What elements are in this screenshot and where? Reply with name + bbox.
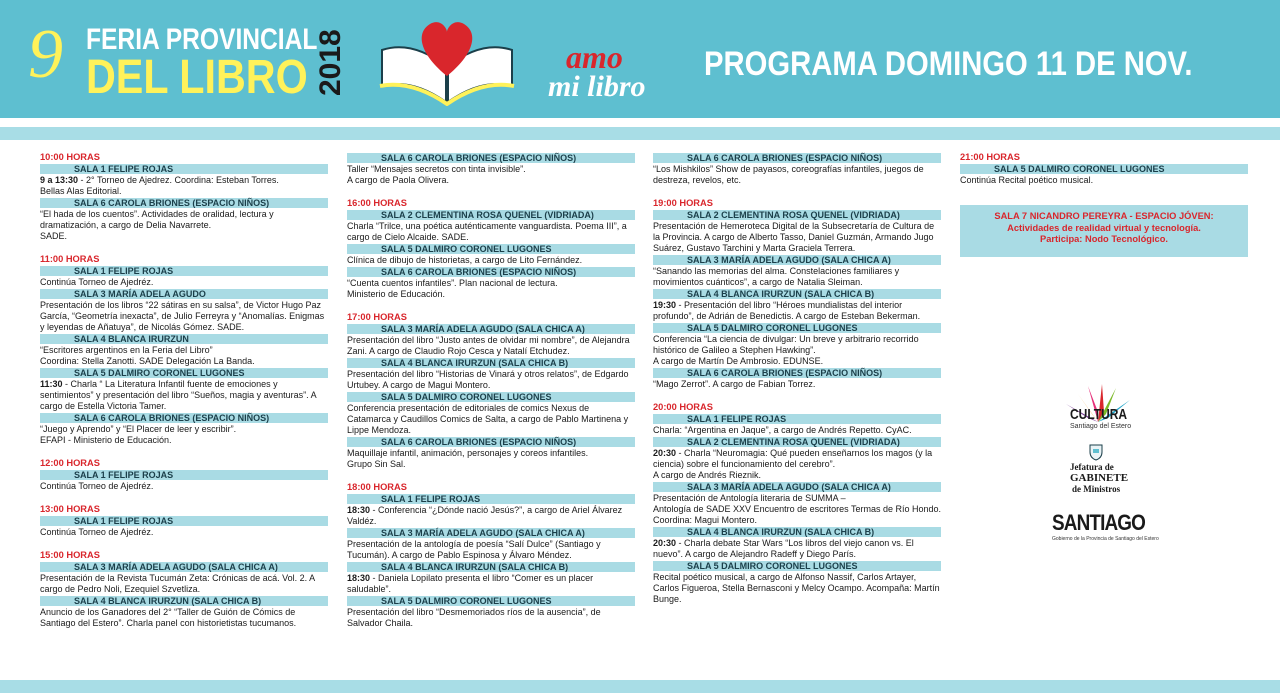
book-heart-icon xyxy=(372,14,522,106)
activity-description: “El hada de los cuentos”. Actividades de oralidad, lectura y dramatización, a cargo de Delia Navarrete. xyxy=(40,209,274,230)
activity-description: A cargo de Martín De Ambrosio. EDUNSE. xyxy=(653,356,824,366)
room-name: SALA 3 MARÍA ADELA AGUDO (SALA CHICA A) xyxy=(40,562,328,572)
activity-description: Taller “Mensajes secretos con tinta invisible”. xyxy=(347,164,526,174)
program-title: PROGRAMA DOMINGO 11 DE NOV. xyxy=(704,45,1193,83)
activity-description: “Los Mishkilos” Show de payasos, coreografías infantiles, juegos de destreza, revelos, etc. xyxy=(653,164,924,185)
activity-description xyxy=(653,300,941,322)
room-name: SALA 4 BLANCA IRURZUN xyxy=(40,334,328,344)
time-heading: 11:00 HORAS xyxy=(40,254,100,264)
activity-description: Recital poético musical, a cargo de Alfonso Nassif, Carlos Artayer, Carlos Figueroa, Stella Bernasconi y Melcy Ocampo. Acompaña: Martín Bunge. xyxy=(653,572,940,604)
room-name: SALA 2 CLEMENTINA ROSA QUENEL (VIDRIADA) xyxy=(653,210,941,220)
activity-description: “Cuenta cuentos infantiles”. Plan nacional de lectura. xyxy=(347,278,558,288)
room-name: SALA 5 DALMIRO CORONEL LUGONES xyxy=(347,392,635,402)
activity-description: Charla: “Argentina en Jaque”, a cargo de Andrés Repetto. CyAC. xyxy=(653,425,912,435)
activity-text: - Charla “ La Literatura Infantil fuente de emociones y sentimientos” y presentación del libro “Sueños, magia y aventuras”. A cargo de Estella Victoria Tamer. xyxy=(40,379,317,411)
room-name: SALA 6 CAROLA BRIONES (ESPACIO NIÑOS) xyxy=(653,153,941,163)
room-name: SALA 5 DALMIRO CORONEL LUGONES xyxy=(960,164,1248,174)
time-heading: 15:00 HORAS xyxy=(40,550,100,560)
schedule-column-4 xyxy=(960,152,1248,186)
activity-description: Clínica de dibujo de historietas, a cargo de Lito Fernández. xyxy=(347,255,583,265)
room-name: SALA 6 CAROLA BRIONES (ESPACIO NIÑOS) xyxy=(347,153,635,163)
activity-description: Presentación de la Revista Tucumán Zeta: Crónicas de acá. Vol. 2. A cargo de Pedro Noli, Ezequiel Szvetliza. xyxy=(40,573,315,594)
room-name: SALA 1 FELIPE ROJAS xyxy=(40,266,328,276)
shield-icon xyxy=(1088,443,1104,461)
libro-title: DEL LIBRO xyxy=(86,51,308,104)
activity-time: 19:30 xyxy=(653,300,677,310)
jefatura-text-2: GABINETE xyxy=(1070,472,1129,484)
activity-description: Conferencia “La ciencia de divulgar: Un breve y arbitrario recorrido histórico de Galileo a Stephen Hawking”. xyxy=(653,334,919,355)
room-name: SALA 4 BLANCA IRURZUN (SALA CHICA B) xyxy=(40,596,328,606)
activity-time: 18:30 xyxy=(347,505,371,515)
room-name: SALA 4 BLANCA IRURZUN (SALA CHICA B) xyxy=(653,527,941,537)
activity-description xyxy=(40,175,328,186)
cultura-logo-text: CULTURA xyxy=(1070,406,1128,423)
room-name: SALA 5 DALMIRO CORONEL LUGONES xyxy=(653,561,941,571)
activity-description xyxy=(347,505,635,527)
room-name: SALA 1 FELIPE ROJAS xyxy=(40,164,328,174)
bottom-stripe xyxy=(0,680,1280,693)
schedule-column-3 xyxy=(653,152,941,605)
special-room-participant: Participa: Nodo Tecnológico. xyxy=(1040,234,1168,244)
year-label: 2018 xyxy=(314,29,347,96)
activity-description xyxy=(347,573,635,595)
time-heading: 16:00 HORAS xyxy=(347,198,407,208)
room-name: SALA 6 CAROLA BRIONES (ESPACIO NIÑOS) xyxy=(347,437,635,447)
room-name: SALA 2 CLEMENTINA ROSA QUENEL (VIDRIADA) xyxy=(653,437,941,447)
room-name: SALA 6 CAROLA BRIONES (ESPACIO NIÑOS) xyxy=(40,198,328,208)
activity-description: A cargo de Paola Olivera. xyxy=(347,175,450,185)
room-name: SALA 3 MARÍA ADELA AGUDO (SALA CHICA A) xyxy=(347,528,635,538)
room-name: SALA 3 MARÍA ADELA AGUDO xyxy=(40,289,328,299)
activity-description: Bellas Alas Editorial. xyxy=(40,186,122,196)
activity-description: Charla “Trilce, una poética auténticamente vanguardista. Poema III”, a cargo de Cielo Alcaide. SADE. xyxy=(347,221,627,242)
santiago-logo-text: SANTIAGO xyxy=(1052,510,1145,535)
edition-number: 9 xyxy=(28,16,63,93)
room-name: SALA 3 MARÍA ADELA AGUDO (SALA CHICA A) xyxy=(653,482,941,492)
feria-title: FERIA PROVINCIAL xyxy=(86,23,318,56)
activity-description: Presentación de los libros “22 sátiras en su salsa”, de Victor Hugo Paz García, “Geometría inexacta”, de Julio Ferreyra y “Anomalías. Enigmas y leyendas de Añatuya”, de Nicolás Gómez. SADE. xyxy=(40,300,325,332)
room-name: SALA 4 BLANCA IRURZUN (SALA CHICA B) xyxy=(347,358,635,368)
room-name: SALA 1 FELIPE ROJAS xyxy=(40,470,328,480)
activity-text: - 2° Torneo de Ajedrez. Coordina: Esteban Torres. xyxy=(78,175,279,185)
activity-description: Antología de SADE XXV Encuentro de escritores Termas de Río Hondo. Coordina: Magui Montero. xyxy=(653,504,941,525)
room-name: SALA 2 CLEMENTINA ROSA QUENEL (VIDRIADA) xyxy=(347,210,635,220)
room-name: SALA 3 MARÍA ADELA AGUDO (SALA CHICA A) xyxy=(653,255,941,265)
activity-description: Presentación del libro “Justo antes de olvidar mi nombre”, de Alejandra Zani. A cargo de Claudio Rojo Cesca y Natalí Etchudez. xyxy=(347,335,630,356)
room-name: SALA 4 BLANCA IRURZUN (SALA CHICA B) xyxy=(347,562,635,572)
room-name: SALA 4 BLANCA IRURZUN (SALA CHICA B) xyxy=(653,289,941,299)
time-heading: 21:00 HORAS xyxy=(960,152,1020,162)
activity-description: Continúa Recital poético musical. xyxy=(960,175,1094,185)
santiago-logo-subtitle: Gobierno de la Provincia de Santiago del Estero xyxy=(1052,536,1159,542)
room-name: SALA 3 MARÍA ADELA AGUDO (SALA CHICA A) xyxy=(347,324,635,334)
activity-description: Continúa Torneo de Ajedréz. xyxy=(40,481,154,491)
activity-text: - Presentación del libro “Héroes mundialistas del interior profundo”, de Adrián de Benedictis. A cargo de Esteban Bekerman. xyxy=(653,300,921,321)
activity-description: “Escritores argentinos en la Feria del Libro” xyxy=(40,345,213,355)
activity-text: - Conferencia “¿Dónde nació Jesús?”, a cargo de Ariel Álvarez Valdéz. xyxy=(347,505,623,526)
amo-text: amo xyxy=(566,39,623,75)
time-heading: 19:00 HORAS xyxy=(653,198,713,208)
room-name: SALA 6 CAROLA BRIONES (ESPACIO NIÑOS) xyxy=(653,368,941,378)
activity-time: 20:30 xyxy=(653,448,677,458)
special-room-title: SALA 7 NICANDRO PEREYRA - ESPACIO JÓVEN: xyxy=(994,211,1214,221)
room-name: SALA 6 CAROLA BRIONES (ESPACIO NIÑOS) xyxy=(347,267,635,277)
special-room-box xyxy=(960,205,1248,257)
activity-description: Conferencia presentación de editoriales de comics Nexus de Catamarca y Caudillos Comics de Salta, a cargo de Pablo Martinena y Lippe Mendoza. xyxy=(347,403,629,435)
activity-description: Presentación de la antología de poesía “Salí Dulce” (Santiago y Tucumán). A cargo de Pablo Espinosa y Álvaro Méndez. xyxy=(347,539,601,560)
activity-description: Presentación de Hemeroteca Digital de la Subsecretaría de Cultura de la Provincia. A cargo de Alberto Tasso, Daniel Guzmán, Armando Jugo Suárez, Gustavo Tarchini y Marta Graciela Terrera. xyxy=(653,221,935,253)
time-heading: 13:00 HORAS xyxy=(40,504,100,514)
activity-description: “Juego y Aprendo” y “El Placer de leer y escribir”. xyxy=(40,424,237,434)
activity-text: - Daniela Lopilato presenta el libro “Comer es un placer saludable”. xyxy=(347,573,594,594)
activity-description: Grupo Sin Sal. xyxy=(347,459,406,469)
activity-description: Continúa Torneo de Ajedréz. xyxy=(40,277,154,287)
activity-text: - Charla debate Star Wars “Los libros del viejo canon vs. El nuevo”. A cargo de Alejandro Radeff y Diego París. xyxy=(653,538,914,559)
room-name: SALA 1 FELIPE ROJAS xyxy=(653,414,941,424)
room-name: SALA 5 DALMIRO CORONEL LUGONES xyxy=(40,368,328,378)
activity-description: “Sanando las memorias del alma. Constelaciones familiares y movimientos cuánticos”, a cargo de Natalia Sleiman. xyxy=(653,266,900,287)
activity-text: - Charla “Neuromagia: Qué pueden enseñarnos los magos (y la ciencia) sobre el funcionamiento del cerebro”. xyxy=(653,448,933,469)
activity-time: 11:30 xyxy=(40,379,63,389)
room-name: SALA 1 FELIPE ROJAS xyxy=(347,494,635,504)
activity-description: Continúa Torneo de Ajedréz. xyxy=(40,527,154,537)
activity-description: Maquillaje infantil, animación, personajes y coreos infantiles. xyxy=(347,448,589,458)
activity-description: Anuncio de los Ganadores del 2° “Taller de Guión de Cómics de Santiago del Estero”. Charla panel con historietistas tucumanos. xyxy=(40,607,297,628)
jefatura-text-3: de Ministros xyxy=(1072,484,1121,494)
activity-description xyxy=(653,538,941,560)
room-name: SALA 5 DALMIRO CORONEL LUGONES xyxy=(347,596,635,606)
activity-description: Presentación del libro “Historias de Vinará y otros relatos”, de Edgardo Urtubey. A cargo de Magui Montero. xyxy=(347,369,629,390)
jefatura-text-1: Jefatura de xyxy=(1070,462,1114,472)
activity-description: Presentación del libro “Desmemoriados ríos de la ausencia”, de Salvador Chaila. xyxy=(347,607,601,628)
divider-stripe xyxy=(0,127,1280,140)
time-heading: 17:00 HORAS xyxy=(347,312,407,322)
activity-time: 18:30 xyxy=(347,573,371,583)
time-heading: 18:00 HORAS xyxy=(347,482,407,492)
room-name: SALA 1 FELIPE ROJAS xyxy=(40,516,328,526)
room-name: SALA 5 DALMIRO CORONEL LUGONES xyxy=(653,323,941,333)
activity-description: A cargo de Andrés Rieznik. xyxy=(653,470,762,480)
activity-time: 20:30 xyxy=(653,538,677,548)
mi-libro-text: mi libro xyxy=(548,70,646,103)
activity-description: SADE. xyxy=(40,231,68,241)
schedule-column-2 xyxy=(347,152,635,629)
activity-description: EFAPI - Ministerio de Educación. xyxy=(40,435,172,445)
time-heading: 20:00 HORAS xyxy=(653,402,713,412)
activity-description: Ministerio de Educación. xyxy=(347,289,446,299)
room-name: SALA 6 CAROLA BRIONES (ESPACIO NIÑOS) xyxy=(40,413,328,423)
activity-description: Coordina: Stella Zanotti. SADE Delegación La Banda. xyxy=(40,356,255,366)
room-name: SALA 5 DALMIRO CORONEL LUGONES xyxy=(347,244,635,254)
activity-time: 9 a 13:30 xyxy=(40,175,79,185)
special-room-activity: Actividades de realidad virtual y tecnología. xyxy=(1007,222,1201,233)
cultura-logo-subtitle: Santiago del Estero xyxy=(1070,423,1132,430)
activity-description xyxy=(653,448,941,470)
schedule-column-1 xyxy=(40,152,328,629)
activity-description: Presentación de Antología literaria de SUMMA – xyxy=(653,493,846,503)
activity-description xyxy=(40,379,328,412)
time-heading: 10:00 HORAS xyxy=(40,152,100,162)
activity-description: “Mago Zerrot”. A cargo de Fabian Torrez. xyxy=(653,379,816,389)
time-heading: 12:00 HORAS xyxy=(40,458,100,468)
